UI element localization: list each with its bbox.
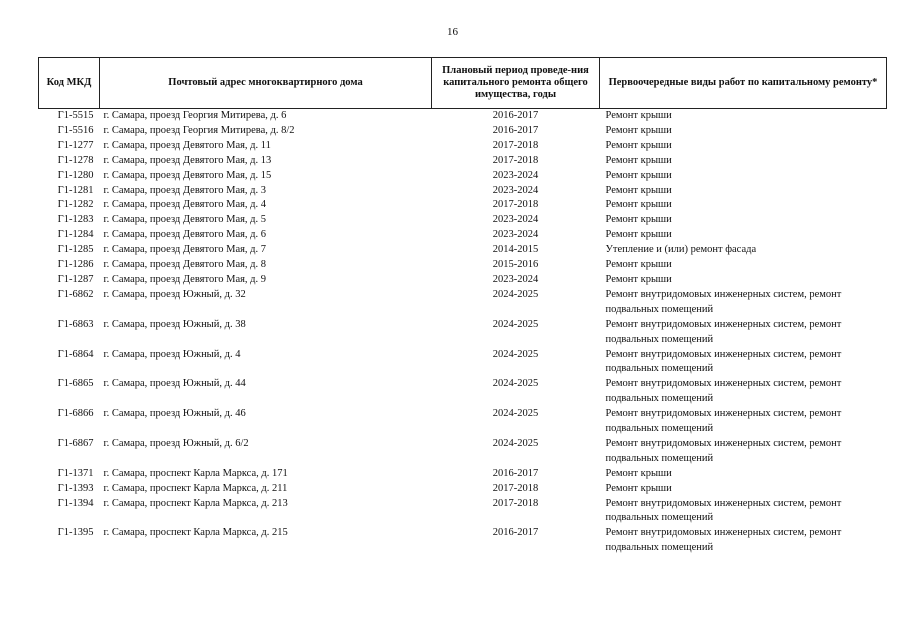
cell-address: г. Самара, проезд Девятого Мая, д. 8	[103, 259, 267, 271]
table-row	[39, 169, 887, 184]
cell-address: г. Самара, проезд Девятого Мая, д. 4	[103, 199, 267, 211]
header-period: Плановый период проведе-ния капитального ремонта общего имущества, годы	[432, 58, 600, 109]
cell-address: г. Самара, проезд Девятого Мая, д. 3	[103, 184, 267, 196]
cell-period: 2016-2017	[492, 110, 539, 121]
header-address: Почтовый адрес многоквартирного дома	[100, 58, 432, 109]
cell-code: Г1-1278	[57, 154, 94, 166]
cell-code: Г1-6867	[57, 437, 94, 449]
cell-works: Ремонт крыши	[605, 259, 672, 271]
cell-works: Ремонт внутридомовых инженерных систем, ремонт подвальных помещений	[605, 437, 842, 464]
cell-code: Г1-1394	[57, 497, 94, 509]
cell-works: Ремонт внутридомовых инженерных систем, ремонт подвальных помещений	[605, 378, 842, 405]
table-row	[39, 109, 887, 124]
cell-works: Ремонт внутридомовых инженерных систем, ремонт подвальных помещений	[605, 288, 842, 315]
header-row	[39, 58, 887, 109]
table-row	[39, 273, 887, 288]
cell-code: Г1-6866	[57, 408, 94, 420]
cell-code: Г1-6863	[57, 318, 94, 330]
cell-code: Г1-1283	[57, 214, 94, 226]
table-row	[39, 318, 887, 348]
table-row	[39, 407, 887, 437]
table-row	[39, 198, 887, 213]
table-row	[39, 482, 887, 497]
cell-address: г. Самара, проезд Девятого Мая, д. 6	[103, 229, 267, 241]
cell-address: г. Самара, проезд Георгия Митирева, д. 8/2	[103, 124, 295, 136]
cell-period: 2017-2018	[492, 199, 539, 211]
cell-works: Ремонт крыши	[605, 482, 672, 494]
table-row	[39, 154, 887, 169]
table-row	[39, 437, 887, 467]
header-code: Код МКД	[39, 58, 100, 109]
table-row	[39, 348, 887, 378]
cell-address: г. Самара, проезд Девятого Мая, д. 15	[103, 169, 272, 181]
cell-works: Ремонт крыши	[605, 154, 672, 166]
cell-period: 2024-2025	[492, 288, 539, 300]
cell-address: г. Самара, проезд Девятого Мая, д. 7	[103, 244, 267, 256]
cell-period: 2023-2024	[492, 229, 539, 241]
cell-works: Ремонт крыши	[605, 273, 672, 285]
repair-table	[38, 57, 887, 556]
cell-address: г. Самара, проезд Южный, д. 4	[103, 348, 241, 360]
page-number: 16	[447, 26, 458, 38]
cell-address: г. Самара, проезд Девятого Мая, д. 13	[103, 154, 272, 166]
cell-period: 2024-2025	[492, 318, 539, 330]
cell-works: Ремонт внутридомовых инженерных систем, ремонт подвальных помещений	[605, 348, 842, 375]
cell-period: 2024-2025	[492, 348, 539, 360]
cell-address: г. Самара, проезд Южный, д. 38	[103, 318, 246, 330]
table-header	[39, 58, 887, 109]
cell-period: 2017-2018	[492, 139, 539, 151]
cell-code: Г1-1395	[57, 527, 94, 539]
cell-period: 2024-2025	[492, 378, 539, 390]
cell-code: Г1-1393	[57, 482, 94, 494]
cell-period: 2015-2016	[492, 259, 539, 271]
cell-address: г. Самара, проезд Южный, д. 6/2	[103, 437, 249, 449]
cell-works: Ремонт крыши	[605, 124, 672, 136]
cell-period: 2023-2024	[492, 184, 539, 196]
table-body	[39, 109, 887, 557]
cell-code: Г1-6862	[57, 288, 94, 300]
cell-works: Ремонт крыши	[605, 184, 672, 196]
cell-works: Ремонт внутридомовых инженерных систем, ремонт подвальных помещений	[605, 527, 842, 554]
cell-code: Г1-1287	[57, 273, 94, 285]
cell-address: г. Самара, проезд Девятого Мая, д. 11	[103, 139, 271, 151]
cell-code: Г1-5515	[57, 110, 94, 121]
table-row	[39, 139, 887, 154]
cell-code: Г1-1284	[57, 229, 94, 241]
table-row	[39, 184, 887, 199]
cell-period: 2016-2017	[492, 124, 539, 136]
repair-table-container	[38, 57, 878, 556]
cell-address: г. Самара, проспект Карла Маркса, д. 215	[103, 527, 288, 539]
cell-period: 2024-2025	[492, 408, 539, 420]
cell-period: 2024-2025	[492, 437, 539, 449]
cell-works: Ремонт внутридомовых инженерных систем, ремонт подвальных помещений	[605, 408, 842, 435]
cell-period: 2016-2017	[492, 467, 539, 479]
cell-code: Г1-1277	[57, 139, 94, 151]
table-row	[39, 243, 887, 258]
cell-code: Г1-1282	[57, 199, 94, 211]
cell-address: г. Самара, проспект Карла Маркса, д. 211	[103, 482, 288, 494]
cell-code: Г1-1281	[57, 184, 94, 196]
cell-code: Г1-6865	[57, 378, 94, 390]
cell-works: Ремонт крыши	[605, 110, 672, 121]
table-row	[39, 213, 887, 228]
cell-period: 2017-2018	[492, 482, 539, 494]
table-row	[39, 258, 887, 273]
cell-code: Г1-1280	[57, 169, 94, 181]
cell-address: г. Самара, проезд Южный, д. 44	[103, 378, 246, 390]
cell-period: 2017-2018	[492, 154, 539, 166]
cell-period: 2016-2017	[492, 527, 539, 539]
cell-period: 2023-2024	[492, 169, 539, 181]
cell-works: Ремонт внутридомовых инженерных систем, ремонт подвальных помещений	[605, 497, 842, 524]
cell-works: Ремонт крыши	[605, 467, 672, 479]
cell-address: г. Самара, проезд Георгия Митирева, д. 6	[103, 110, 287, 121]
cell-works: Ремонт крыши	[605, 229, 672, 241]
cell-address: г. Самара, проезд Девятого Мая, д. 5	[103, 214, 267, 226]
table-row	[39, 228, 887, 243]
cell-works: Ремонт крыши	[605, 169, 672, 181]
table-row	[39, 124, 887, 139]
cell-code: Г1-6864	[57, 348, 94, 360]
cell-address: г. Самара, проезд Южный, д. 46	[103, 408, 246, 420]
cell-period: 2023-2024	[492, 273, 539, 285]
table-row	[39, 377, 887, 407]
cell-period: 2014-2015	[492, 244, 539, 256]
cell-address: г. Самара, проезд Южный, д. 32	[103, 288, 246, 300]
cell-code: Г1-5516	[57, 124, 94, 136]
cell-code: Г1-1371	[57, 467, 94, 479]
cell-works: Ремонт внутридомовых инженерных систем, ремонт подвальных помещений	[605, 318, 842, 345]
table-row	[39, 467, 887, 482]
cell-code: Г1-1286	[57, 259, 94, 271]
cell-works: Ремонт крыши	[605, 139, 672, 151]
cell-address: г. Самара, проезд Девятого Мая, д. 9	[103, 273, 267, 285]
cell-address: г. Самара, проспект Карла Маркса, д. 171	[103, 467, 288, 479]
cell-works: Утепление и (или) ремонт фасада	[605, 244, 757, 256]
cell-works: Ремонт крыши	[605, 214, 672, 226]
header-works: Первоочередные виды работ по капитальному ремонту*	[600, 58, 887, 109]
cell-period: 2023-2024	[492, 214, 539, 226]
table-row	[39, 497, 887, 527]
cell-works: Ремонт крыши	[605, 199, 672, 211]
cell-code: Г1-1285	[57, 244, 94, 256]
table-row	[39, 288, 887, 318]
cell-period: 2017-2018	[492, 497, 539, 509]
cell-address: г. Самара, проспект Карла Маркса, д. 213	[103, 497, 288, 509]
table-row	[39, 526, 887, 556]
